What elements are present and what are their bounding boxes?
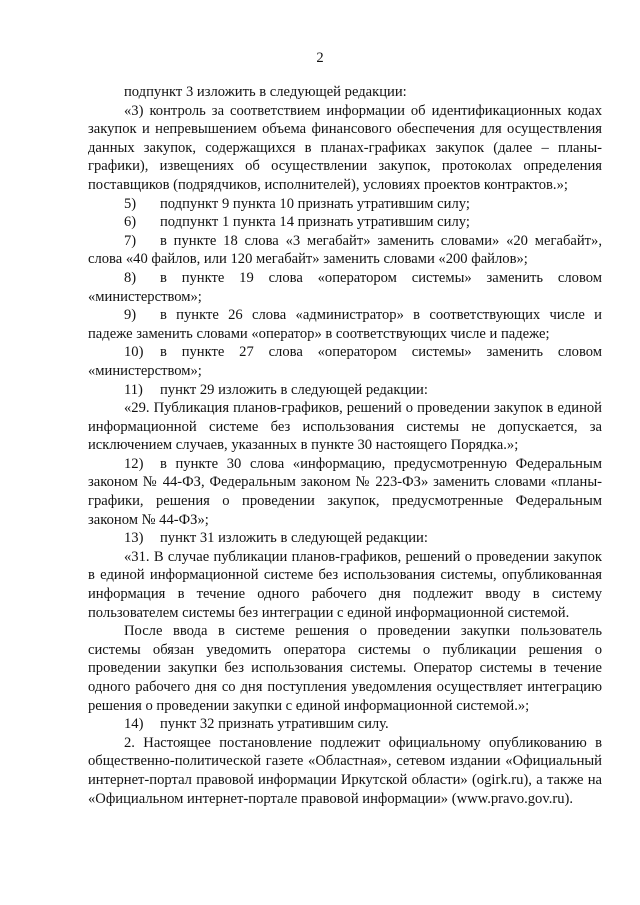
item-text: подпункт 9 пункта 10 признать утратившим силу;	[160, 195, 470, 212]
list-item-6	[88, 213, 602, 232]
paragraph-publication: 2. Настоящее постановление подлежит официальному опубликованию в общественно-политической газете «Областная», сетевом издании «Официальный интернет-портал правовой информации Иркутской области» (ogirk.ru), а также на «Официальном интернет-портале правовой информации» (www.pravo.gov.ru).	[88, 734, 602, 807]
document-body	[88, 83, 602, 808]
item-number: 14)	[124, 716, 144, 733]
list-item-14	[88, 715, 602, 734]
item-number: 5)	[124, 195, 137, 212]
item-text: пункт 29 изложить в следующей редакции:	[160, 381, 428, 398]
list-item-13	[88, 529, 602, 548]
item-text: в пункте 19 слова «оператором системы» заменить словом «министерством»;	[88, 269, 602, 305]
list-item-9	[88, 306, 602, 343]
item-text: в пункте 30 слова «информацию, предусмотренную Федеральным законом № 44-ФЗ, Федеральным законом № 223-ФЗ» заменить словами «планы-графики, решения о проведении закупок, предусмотренные Федеральным законом № 44-ФЗ»;	[88, 455, 602, 528]
item-text: в пункте 18 слова «3 мегабайт» заменить словами» «20 мегабайт», слова «40 файлов, или 120 мегабайт» заменить словами «200 файлов»;	[88, 232, 602, 268]
item-number: 6)	[124, 214, 137, 231]
item-number: 10)	[124, 344, 144, 361]
item-number: 9)	[124, 307, 137, 324]
paragraph-point-29: «29. Публикация планов-графиков, решений о проведении закупок в единой информационной системе без использования системы не допускается, за исключением случаев, указанных в пункте 30 настоящего Порядка.»;	[88, 400, 602, 454]
item-number: 13)	[124, 530, 144, 547]
item-text: в пункте 26 слова «администратор» в соответствующих числе и падеже заменить словами «оператор» в соответствующих числе и падеже;	[88, 307, 602, 342]
paragraph-point-31-part2: После ввода в системе решения о проведении закупки пользователь системы обязан уведомить оператора системы о публикации решения о проведении закупки без использования системы. Оператор системы в течение одного рабочего дня со дня поступления уведомления осуществляет интеграцию решения о проведении закупки с единой информационной системой.»;	[88, 623, 602, 714]
item-number: 7)	[124, 232, 137, 249]
item-number: 11)	[124, 381, 143, 398]
list-item-7	[88, 232, 602, 269]
list-item-11	[88, 381, 602, 400]
item-number: 8)	[124, 269, 137, 286]
list-item-10	[88, 343, 602, 380]
item-text: в пункте 27 слова «оператором системы» заменить словом «министерством»;	[88, 344, 602, 379]
paragraph-point-31-part1: «31. В случае публикации планов-графиков, решений о проведении закупок в единой информационной системе без использования системы, опубликованная информация в течение одного рабочего дня подлежит вводу в систему пользователем системы без интеграции с единой информационной системой.	[88, 548, 602, 621]
list-item-8	[88, 269, 602, 306]
list-item-5	[88, 195, 602, 214]
paragraph-subpoint-3-intro: подпункт 3 изложить в следующей редакции:	[124, 84, 407, 100]
paragraph-subpoint-3-text: «3) контроль за соответствием информации об идентификационных кодах закупок и непревышением объема финансового обеспечения для осуществления данных закупок, содержащихся в планах-графиках закупок (далее – планы-графики), извещениях об осуществлении закупок, протоколах определения поставщиков (подрядчиков, исполнителей), условиях проектов контрактов.»;	[88, 102, 602, 193]
item-text: пункт 31 изложить в следующей редакции:	[160, 530, 428, 547]
item-text: подпункт 1 пункта 14 признать утратившим силу;	[160, 214, 470, 231]
item-text: пункт 32 признать утратившим силу.	[160, 716, 389, 733]
item-number: 12)	[124, 455, 144, 472]
list-item-12	[88, 455, 602, 529]
page-number: 2	[316, 50, 324, 66]
